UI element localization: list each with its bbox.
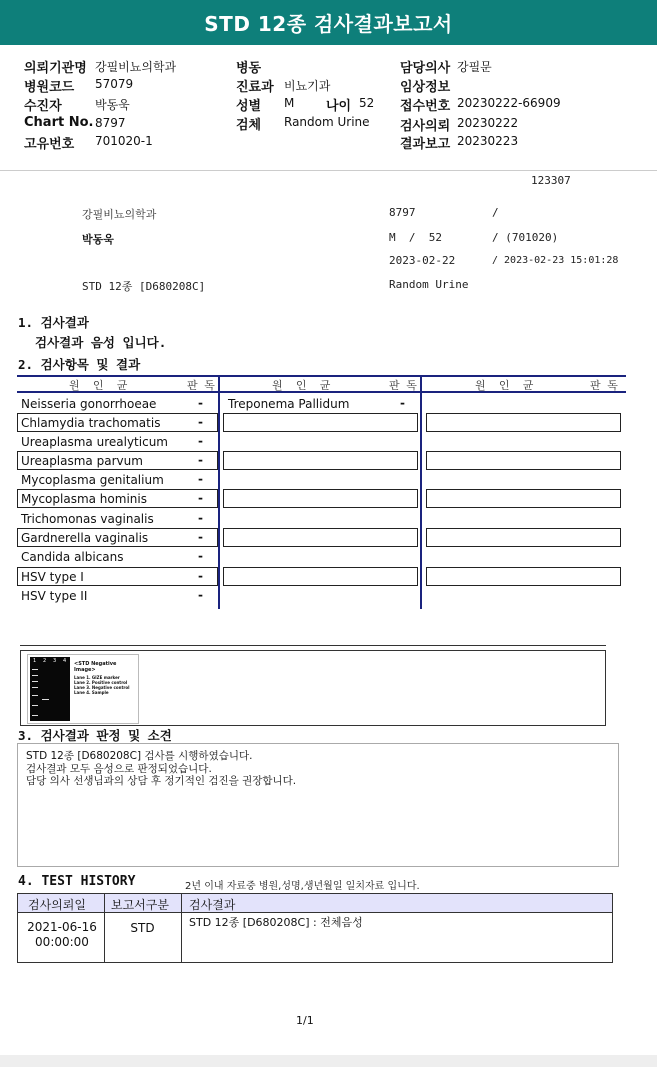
organism-result: -	[198, 511, 203, 525]
report-header-info	[0, 45, 657, 171]
organism-name: Mycoplasma genitalium	[21, 473, 164, 487]
empty-row-box	[223, 451, 418, 470]
table-row	[17, 432, 218, 451]
gel-panel	[20, 650, 606, 726]
empty-row-box	[223, 528, 418, 547]
empty-row-box	[426, 567, 621, 586]
column-divider-2	[420, 375, 422, 609]
opinion-line: 검사결과 모두 음성으로 판정되었습니다.	[26, 762, 212, 775]
table-row	[17, 509, 218, 528]
history-note: 2년 이내 자료중 병원,성명,생년월일 일치자료 입니다.	[185, 881, 420, 892]
summary-test-name: STD 12종 [D680208C]	[82, 280, 206, 293]
age-value: 52	[359, 96, 375, 110]
organism-name: Candida albicans	[21, 550, 124, 564]
section1-heading: 1. 검사결과	[18, 315, 89, 330]
history-col-date: 검사의뢰일	[28, 898, 86, 912]
table-row	[17, 470, 218, 489]
lane-label: 4	[63, 658, 67, 664]
doctor-label: 담당의사	[400, 61, 451, 76]
organism-name: Gardnerella vaginalis	[21, 531, 149, 545]
organism-name: Ureaplasma urealyticum	[21, 435, 168, 449]
table-row	[17, 489, 218, 508]
section1-result-text: 검사결과 음성 입니다.	[35, 335, 167, 350]
column-divider-1	[218, 375, 220, 609]
summary-hospital: 강필비뇨의학과	[82, 208, 157, 221]
history-time: 00:00:00	[35, 935, 89, 949]
empty-row-box	[223, 567, 418, 586]
opinion-line: 담당 의사 선생님과의 상담 후 정기적인 검진을 권장합니다.	[26, 775, 297, 787]
lane-label: 3	[53, 658, 57, 664]
col1-judgement-header: 판 독	[187, 379, 215, 392]
summary-chart: 8797	[389, 206, 416, 219]
col2-judgement-header: 판 독	[389, 379, 417, 392]
organism-result: -	[198, 530, 203, 544]
organism-name: Neisseria gonorrhoeae	[21, 397, 157, 411]
hospital-label: 의뢰기관명	[24, 61, 87, 76]
empty-row-box	[426, 489, 621, 508]
summary-birth: / (701020)	[492, 231, 559, 244]
gel-legend-line: Lane 2. Positive control	[74, 680, 128, 685]
table-row	[17, 413, 218, 432]
footer-bar	[0, 1055, 657, 1067]
summary-specimen: Random Urine	[389, 278, 469, 291]
marker-band	[32, 687, 38, 688]
organism-result: -	[198, 472, 203, 486]
chart-label: Chart No.	[24, 115, 94, 130]
gel-lanes	[30, 657, 70, 721]
history-type: STD	[130, 921, 155, 935]
history-col-type: 보고서구분	[111, 898, 169, 912]
organism-result: -	[198, 396, 203, 410]
history-result: STD 12종 [D680208C] : 전체음성	[189, 916, 363, 929]
history-col-divider	[181, 894, 182, 962]
ward-label: 병동	[236, 61, 262, 76]
table-row	[17, 394, 218, 413]
sex-label: 성별	[236, 99, 262, 114]
organism-name: Chlamydia trachomatis	[21, 416, 161, 430]
organism-name: Mycoplasma hominis	[21, 492, 147, 506]
organism-result: -	[198, 415, 203, 429]
col2-organism-header: 원 인 균	[272, 379, 331, 392]
table-row	[17, 586, 218, 605]
result-label: 결과보고	[400, 137, 451, 152]
sex-value: M	[284, 96, 295, 110]
doctor-value: 강필문	[457, 60, 492, 74]
summary-patient: 박동욱	[82, 233, 114, 246]
opinion-box	[17, 743, 619, 867]
marker-band	[32, 705, 38, 706]
report-title: STD 12종 검사결과보고서	[0, 0, 657, 45]
unique-value: 701020-1	[95, 134, 153, 148]
lane-label: 2	[43, 658, 47, 664]
empty-row-box	[426, 413, 621, 432]
unique-label: 고유번호	[24, 137, 75, 152]
table-row	[17, 547, 218, 566]
organism-result: -	[198, 453, 203, 467]
summary-collect-date: 2023-02-22	[389, 254, 456, 267]
gel-divider	[20, 645, 606, 646]
marker-band	[32, 715, 38, 716]
results-table	[17, 375, 626, 610]
empty-row-box	[223, 413, 418, 432]
chart-value: 8797	[95, 116, 126, 130]
history-header-row	[18, 894, 612, 913]
positive-band	[42, 699, 49, 700]
dept-value: 비뇨기과	[284, 79, 331, 93]
col3-judgement-header: 판 독	[590, 379, 618, 392]
specimen-value: Random Urine	[284, 115, 370, 129]
empty-row-box	[426, 528, 621, 547]
code-value: 57079	[95, 77, 134, 91]
request-value: 20230222	[457, 116, 519, 130]
summary-sex-age: M / 52	[389, 231, 442, 244]
organism-result: -	[198, 491, 203, 505]
section2-heading: 2. 검사항목 및 결과	[18, 357, 141, 372]
history-date: 2021-06-16	[27, 920, 97, 934]
table-row	[17, 451, 218, 470]
dept-label: 진료과	[236, 80, 274, 95]
patient-value: 박동욱	[95, 98, 130, 112]
organism-result: -	[198, 434, 203, 448]
page-number: 1/1	[296, 1014, 314, 1027]
clinical-label: 임상정보	[400, 80, 451, 95]
result-value: 20230223	[457, 134, 519, 148]
organism-name: HSV type I	[21, 570, 84, 584]
table-row	[222, 394, 418, 413]
col3-organism-header: 원 인 균	[475, 379, 534, 392]
organism-name: Ureaplasma parvum	[21, 454, 143, 468]
opinion-line: STD 12종 [D680208C] 검사를 시행하였습니다.	[26, 750, 253, 762]
organism-result: -	[198, 588, 203, 602]
history-table	[17, 893, 613, 963]
organism-name: Treponema Pallidum	[228, 397, 350, 411]
marker-band	[32, 675, 38, 676]
gel-legend-line: Lane 1. GIZE marker	[74, 675, 120, 680]
gel-legend-line: Lane 3. Negative control	[74, 685, 130, 690]
hospital-value: 강필비뇨의학과	[95, 60, 177, 74]
summary-slash: /	[492, 206, 499, 219]
specimen-label: 검체	[236, 118, 262, 133]
gel-legend-line: Lane 4. Sample	[74, 690, 109, 695]
age-label: 나이	[326, 99, 352, 114]
receipt-value: 20230222-66909	[457, 96, 561, 110]
code-label: 병원코드	[24, 80, 75, 95]
section3-heading: 3. 검사결과 판정 및 소견	[18, 728, 172, 743]
table-row	[17, 567, 218, 586]
section4-heading: 4. TEST HISTORY	[18, 874, 136, 889]
organism-result: -	[198, 569, 203, 583]
gel-image	[27, 654, 139, 724]
lane-label: 1	[33, 658, 37, 664]
organism-name: HSV type II	[21, 589, 88, 603]
report-number: 123307	[531, 174, 571, 187]
col1-organism-header: 원 인 균	[69, 379, 128, 392]
organism-result: -	[400, 396, 405, 410]
request-label: 검사의뢰	[400, 119, 451, 134]
gel-title: <STD Negative Image>	[74, 661, 117, 673]
organism-name: Trichomonas vaginalis	[21, 512, 154, 526]
table-row	[17, 528, 218, 547]
marker-band	[32, 695, 38, 696]
history-col-result: 검사결과	[189, 898, 236, 912]
receipt-label: 접수번호	[400, 99, 451, 114]
marker-band	[32, 669, 38, 670]
marker-band	[32, 681, 38, 682]
patient-label: 수진자	[24, 99, 62, 114]
summary-report-date: / 2023-02-23 15:01:28	[492, 255, 619, 266]
empty-row-box	[426, 451, 621, 470]
empty-row-box	[223, 489, 418, 508]
organism-result: -	[198, 549, 203, 563]
